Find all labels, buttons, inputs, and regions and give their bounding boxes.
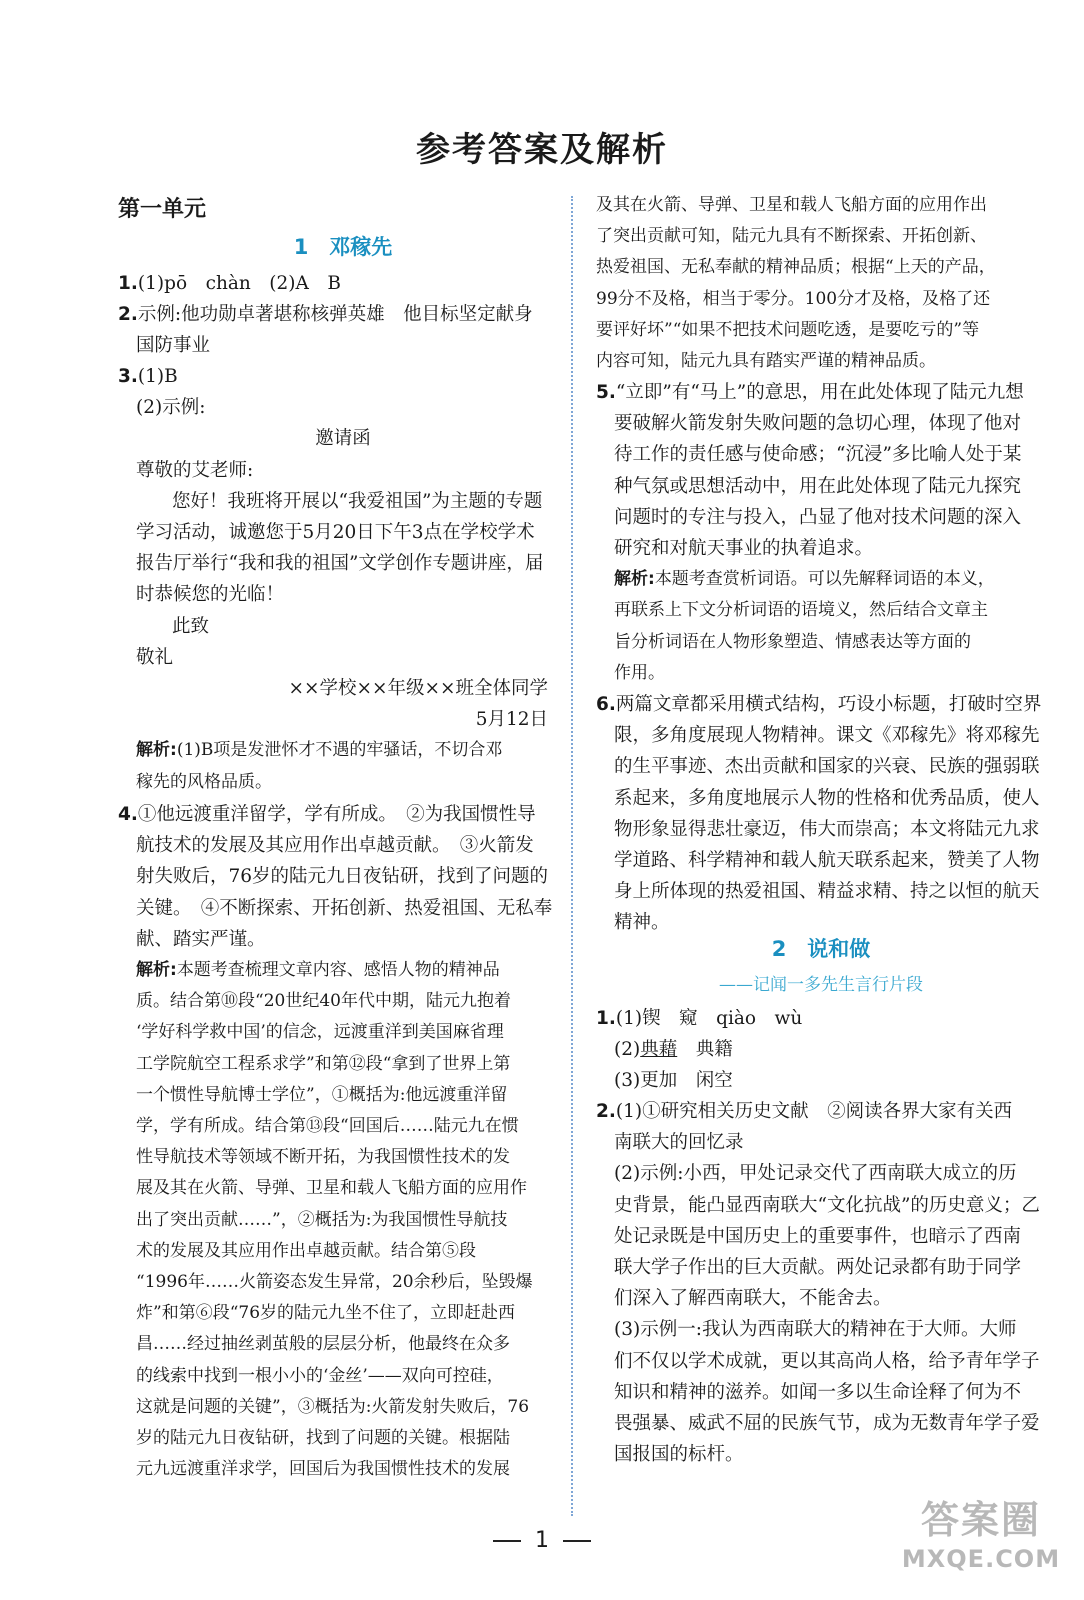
- lesson-title: 2 说和做: [771, 937, 871, 961]
- watermark-logo: [896, 1496, 1066, 1592]
- answer-q3: [118, 361, 568, 798]
- analysis-text: 内容可知，陆元九具有踏实严谨的精神品质。: [596, 351, 936, 372]
- letter-heading: 邀请函: [315, 428, 371, 450]
- letter-date: 5月12日: [475, 709, 548, 731]
- answer-text: 关键。 ④不断探索、开拓创新、热爱祖国、无私奉: [136, 897, 553, 919]
- letter-closing: 敬礼: [136, 646, 174, 668]
- answer-text: 国报国的标杆。: [614, 1444, 744, 1466]
- answer-text: (1)①研究相关历史文献 ②阅读各界大家有关西: [615, 1101, 1013, 1122]
- answer-text: (1)B: [137, 366, 178, 387]
- answer-text: 研究和对航天事业的执着追求。: [614, 538, 874, 560]
- answer-text: 们不仅以学术成就，更以其高尚人格，给予青年学子: [614, 1350, 1040, 1372]
- analysis-text: 展及其在火箭、导弹、卫星和载人飞船方面的应用作: [136, 1178, 527, 1199]
- page-number-value: 1: [535, 1528, 549, 1553]
- answer-q4: [118, 799, 568, 1485]
- answer-text: 处记录既是中国历史上的重要事件，也暗示了西南: [614, 1225, 1022, 1247]
- answer-text: 限，多角度展现人物精神。课文《邓稼先》将邓稼先: [614, 725, 1040, 747]
- analysis-text: 一个惯性导航博士学位”，①概括为:他远渡重洋留: [136, 1084, 508, 1105]
- analysis-text: 的线索中找到一根小小的‘金丝’——双向可控硅，: [136, 1365, 504, 1386]
- letter-signature: ××学校××年级××班全体同学: [288, 678, 548, 700]
- answer-q5: [596, 377, 1046, 689]
- answer-text: 学道路、科学精神和载人航天联系起来，赞美了人物: [614, 850, 1040, 872]
- analysis-text: 岁的陆元九日夜钻研，找到了问题的关键。根据陆: [136, 1428, 510, 1449]
- analysis-text: 工学院航空工程系求学”和第⑫段“拿到了世界上第: [136, 1053, 511, 1074]
- analysis-text: 这就是问题的关键”，③概括为:火箭发射失败后，76: [136, 1396, 530, 1417]
- analysis-text: 昌……经过抽丝剥茧般的层层分析，他最终在众多: [136, 1334, 510, 1355]
- analysis-text: 出了突出贡献……”，②概括为:为我国惯性导航技: [136, 1209, 508, 1230]
- analysis-text: 再联系上下文分析词语的语境义，然后结合文章主: [614, 600, 988, 621]
- answer-text: 待工作的责任感与使命感；“沉浸”多比喻人处于某: [614, 444, 1022, 466]
- question-number: 2.: [118, 304, 138, 325]
- answer-text: 畏强暴、威武不屈的民族气节，成为无数青年学子爱: [614, 1413, 1040, 1435]
- answer-text: (2)示例:: [136, 397, 206, 419]
- answer-text: 身上所体现的热爱祖国、精益求精、持之以恒的航天: [614, 881, 1040, 903]
- analysis-label: 解析:: [136, 740, 177, 761]
- page-title: 参考答案及解析: [416, 130, 668, 170]
- lesson-subtitle: ——记闻一多先生言行片段: [719, 975, 923, 995]
- analysis-text: 99分不及格，相当于零分。100分才及格，及格了还: [596, 288, 991, 309]
- watermark-url: MXQE.COM: [901, 1545, 1061, 1573]
- answer-text: “立即”有“马上”的意思，用在此处体现了陆元九想: [615, 382, 1024, 403]
- watermark-text: 答案圈: [920, 1498, 1041, 1542]
- letter-closing: 此致: [172, 615, 210, 637]
- answer-text: 精神。: [614, 912, 670, 934]
- analysis-text: 元九远渡重洋求学，回国后为我国惯性技术的发展: [136, 1459, 510, 1480]
- letter-body: 报告厅举行“我和我的祖国”文学创作专题讲座，届: [136, 553, 544, 575]
- answer-text: 史背景，能凸显西南联大“文化抗战”的历史意义；乙: [614, 1194, 1040, 1216]
- analysis-text: 了突出贡献可知，陆元九具有不断探索、开拓创新、: [596, 226, 987, 247]
- answer-text: 联大学子作出的巨大贡献。两处记录都有助于同学: [614, 1257, 1022, 1279]
- answer-text: 示例:他功勋卓著堪称核弹英雄 他目标坚定献身: [137, 304, 533, 325]
- answer-q1: [118, 268, 568, 299]
- answer-text: 航技术的发展及其应用作出卓越贡献。 ③火箭发: [136, 835, 534, 857]
- answer-text: 系起来，多角度地展示人物的性格和优秀品质，使人: [614, 787, 1040, 809]
- analysis-text: ‘学好科学救中国’的信念，远渡重洋到美国麻省理: [136, 1022, 504, 1043]
- answer-text: ①他远渡重洋留学，学有所成。 ②为我国惯性导: [137, 804, 536, 825]
- analysis-text: 学，学有所成。结合第⑬段“回国后……陆元九在惯: [136, 1116, 519, 1137]
- letter-body: 学习活动，诚邀您于5月20日下午3点在学校学术: [136, 522, 535, 544]
- question-number: 1.: [118, 273, 138, 294]
- answer-text: 两篇文章都采用横式结构，巧设小标题，打破时空界: [615, 694, 1042, 715]
- answer-text: 国防事业: [136, 335, 211, 357]
- analysis-text: 本题考查梳理文章内容、感悟人物的精神品: [176, 960, 500, 981]
- column-divider: [571, 196, 573, 1516]
- answer-text: 南联大的回忆录: [614, 1132, 744, 1154]
- analysis-text: “1996年……火箭姿态发生异常，20余秒后，坠毁爆: [136, 1272, 533, 1293]
- answer-text: 典籍: [677, 1039, 733, 1061]
- answer-text: 的生平事迹、杰出贡献和国家的兴衰、民族的强弱联: [614, 756, 1040, 778]
- analysis-text: 稼先的风格品质。: [136, 771, 272, 792]
- letter-body: 时恭候您的光临！: [136, 584, 285, 606]
- answer-text: 物形象显得悲壮豪迈，伟大而崇高；本文将陆元九求: [614, 818, 1040, 840]
- analysis-text: (1)B项是发泄怀才不遇的牢骚话，不切合邓: [176, 740, 503, 761]
- dash-right: [563, 1540, 591, 1542]
- question-number: 5.: [596, 382, 616, 403]
- underlined-word: 典藉: [640, 1039, 678, 1061]
- answer-text: 知识和精神的滋养。如闻一多以生命诠释了何为不: [614, 1381, 1022, 1403]
- question-number: 4.: [118, 804, 138, 825]
- l2-answer-q1: [596, 1003, 1046, 1097]
- analysis-text: 旨分析词语在人物形象塑造、情感表达等方面的: [614, 631, 971, 652]
- analysis-text: 术的发展及其应用作出卓越贡献。结合第⑤段: [136, 1240, 476, 1261]
- analysis-label: 解析:: [614, 569, 655, 590]
- question-number: 2.: [596, 1101, 616, 1122]
- answer-text: (1)锲 窥 qiào wù: [615, 1008, 803, 1029]
- analysis-text: 本题考查赏析词语。可以先解释词语的本义，: [654, 569, 995, 590]
- analysis-text: 炸”和第⑥段“76岁的陆元九坐不住了，立即赶赴西: [136, 1303, 516, 1324]
- analysis-text: 性导航技术等领域不断开拓，为我国惯性技术的发: [136, 1147, 510, 1168]
- analysis-text: 热爱祖国、无私奉献的精神品质；根据“上天的产品，: [596, 257, 996, 278]
- answer-text: 问题时的专注与投入，凸显了他对技术问题的深入: [614, 506, 1022, 528]
- answer-text: 射失败后，76岁的陆元九日夜钻研，找到了问题的: [136, 866, 549, 888]
- analysis-text: 作用。: [614, 662, 665, 683]
- letter-salutation: 尊敬的艾老师:: [136, 459, 254, 481]
- analysis-label: 解析:: [136, 960, 177, 981]
- q4-analysis-continued: [596, 190, 1046, 377]
- answer-text: (3)更加 闲空: [614, 1070, 733, 1092]
- letter-body: 您好！我班将开展以“我爱祖国”为主题的专题: [172, 490, 543, 512]
- answer-text: 要破解火箭发射失败问题的急切心理，体现了他对: [614, 413, 1022, 435]
- question-number: 6.: [596, 694, 616, 715]
- dash-left: [493, 1540, 521, 1542]
- answer-text: (2)示例:小西，甲处记录交代了西南联大成立的历: [614, 1163, 1017, 1185]
- answer-text: 献、踏实严谨。: [136, 928, 266, 950]
- analysis-text: 质。结合第⑩段“20世纪40年代中期，陆元九抱着: [136, 991, 511, 1012]
- l2-answer-q2: [596, 1096, 1046, 1470]
- unit-heading: 第一单元: [118, 197, 207, 222]
- answer-text: (3)示例一:我认为西南联大的精神在于大师。大师: [614, 1319, 1017, 1341]
- analysis-text: 及其在火箭、导弹、卫星和载人飞船方面的应用作出: [596, 195, 987, 215]
- lesson-title: 1 邓稼先: [293, 235, 393, 259]
- question-number: 1.: [596, 1008, 616, 1029]
- analysis-text: 要评好坏”“如果不把技术问题吃透，是要吃亏的”等: [596, 319, 980, 340]
- answer-text: (1)pō chàn (2)A B: [137, 273, 341, 294]
- answer-q6: [596, 689, 1046, 939]
- question-number: 3.: [118, 366, 138, 387]
- answer-text: (2): [614, 1039, 641, 1061]
- answer-text: 们深入了解西南联大，不能舍去。: [614, 1288, 892, 1310]
- answer-text: 种气氛或思想活动中，用在此处体现了陆元九探究: [614, 475, 1022, 497]
- answer-q2: [118, 299, 568, 361]
